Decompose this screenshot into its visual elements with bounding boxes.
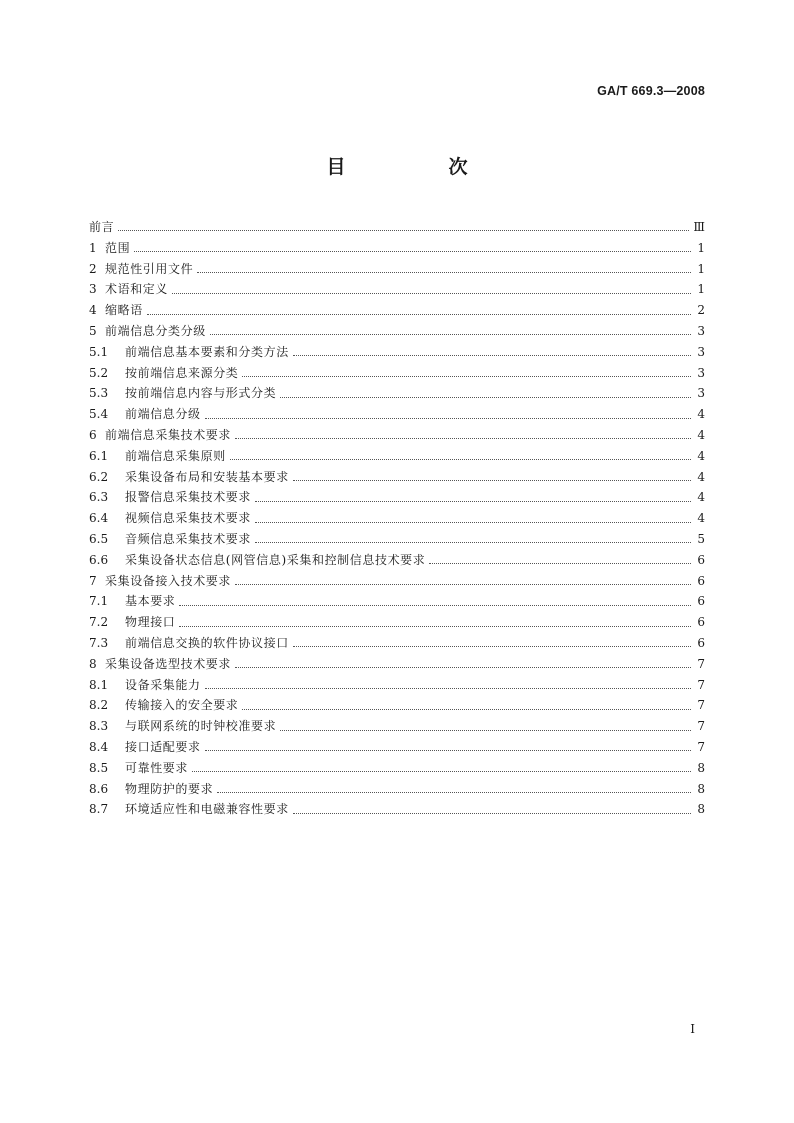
toc-leader-dots: [192, 770, 691, 772]
toc-entry-label: 缩略语: [105, 303, 143, 318]
toc-entry[interactable]: [89, 238, 705, 259]
toc-leader-dots: [280, 729, 691, 731]
toc-entry-page: 6: [697, 573, 705, 588]
toc-entry-number: 8: [89, 656, 97, 671]
toc-entry-label: 传输接入的安全要求: [125, 698, 239, 713]
toc-entry-number: 4: [89, 303, 97, 318]
toc-leader-dots: [235, 583, 691, 585]
toc-entry-page: 7: [697, 739, 705, 754]
toc-entry-page: 8: [697, 760, 705, 775]
toc-entry-number: 8.7: [89, 802, 109, 817]
toc-entry-number: 6.3: [89, 490, 109, 505]
page-number: I: [690, 1022, 695, 1036]
toc-entry[interactable]: [89, 591, 705, 612]
toc-entry[interactable]: [89, 321, 705, 342]
toc-entry[interactable]: [89, 300, 705, 321]
toc-entry-number: 3: [89, 282, 97, 297]
toc-leader-dots: [217, 791, 691, 793]
toc-entry[interactable]: [89, 675, 705, 696]
toc-entry-label: 前端信息分类分级: [105, 323, 206, 338]
toc-entry-page: 3: [697, 365, 705, 380]
toc-entry-label: 前端信息采集原则: [125, 448, 226, 463]
toc-leader-dots: [255, 521, 691, 523]
toc-entry[interactable]: [89, 695, 705, 716]
toc-entry[interactable]: [89, 633, 705, 654]
toc-entry-number: 8.1: [89, 677, 109, 692]
toc-entry[interactable]: [89, 383, 705, 404]
toc-entry-page: 6: [697, 594, 705, 609]
toc-entry[interactable]: [89, 799, 705, 820]
toc-entry[interactable]: [89, 612, 705, 633]
toc-entry-page: 4: [697, 407, 705, 422]
toc-entry-page: 1: [697, 240, 705, 255]
toc-entry-page: 4: [697, 427, 705, 442]
toc-entry-number: 5: [89, 323, 97, 338]
toc-entry-page: 8: [697, 802, 705, 817]
toc-entry-label: 视频信息采集技术要求: [125, 511, 252, 526]
toc-leader-dots: [293, 645, 691, 647]
toc-entry[interactable]: [89, 487, 705, 508]
toc-entry-number: 5.2: [89, 365, 109, 380]
toc-entry-label: 前端信息基本要素和分类方法: [125, 344, 289, 359]
toc-leader-dots: [179, 604, 691, 606]
toc-entry-number: 7.1: [89, 594, 109, 609]
toc-entry-page: 1: [697, 282, 705, 297]
toc-entry-label: 术语和定义: [105, 282, 169, 297]
toc-leader-dots: [205, 417, 691, 419]
toc-entry-page: 1: [697, 261, 705, 276]
toc-entry-number: 6.1: [89, 448, 109, 463]
toc-leader-dots: [235, 666, 691, 668]
toc-entry-number: 6.6: [89, 552, 109, 567]
standard-code: GA/T 669.3—2008: [597, 84, 705, 98]
toc-entry[interactable]: [89, 279, 705, 300]
toc-entry-label: 接口适配要求: [125, 739, 201, 754]
toc-entry-number: 5.1: [89, 344, 109, 359]
toc-leader-dots: [179, 625, 691, 627]
toc-entry-page: 7: [697, 719, 705, 734]
toc-leader-dots: [205, 687, 691, 689]
toc-entry-page: 8: [697, 781, 705, 796]
toc-entry-label: 前端信息交换的软件协议接口: [125, 635, 289, 650]
toc-entry-label: 环境适应性和电磁兼容性要求: [125, 802, 289, 817]
toc-entry-label: 范围: [105, 240, 131, 255]
toc-entry[interactable]: [89, 446, 705, 467]
toc-entry[interactable]: [89, 758, 705, 779]
toc-entry-label: 可靠性要求: [125, 760, 189, 775]
toc-entry-number: 8.2: [89, 698, 109, 713]
toc-leader-dots: [255, 500, 691, 502]
toc-entry-label: 物理接口: [125, 615, 176, 630]
toc-leader-dots: [118, 229, 689, 231]
toc-leader-dots: [293, 812, 691, 814]
toc-entry-number: 6: [89, 427, 97, 442]
toc-entry-page: 7: [697, 698, 705, 713]
toc-entry[interactable]: [89, 342, 705, 363]
toc-entry-page: 6: [697, 615, 705, 630]
toc-entry-number: 2: [89, 261, 97, 276]
toc-entry-label: 按前端信息内容与形式分类: [125, 386, 277, 401]
toc-entry-page: 3: [697, 386, 705, 401]
toc-entry-page: 4: [697, 490, 705, 505]
toc-leader-dots: [293, 354, 691, 356]
toc-leader-dots: [147, 313, 691, 315]
toc-entry-number: 5.4: [89, 407, 109, 422]
toc-leader-dots: [134, 250, 691, 252]
toc-leader-dots: [230, 458, 691, 460]
toc-entry-label: 前端信息采集技术要求: [105, 427, 232, 442]
toc-entry-label: 设备采集能力: [125, 677, 201, 692]
toc-entry[interactable]: [89, 217, 705, 238]
toc-entry-page: 6: [697, 552, 705, 567]
toc-entry[interactable]: [89, 404, 705, 425]
toc-leader-dots: [429, 562, 691, 564]
toc-entry[interactable]: [89, 737, 705, 758]
toc-leader-dots: [242, 375, 691, 377]
toc-entry-label: 前言: [89, 220, 115, 234]
toc-entry[interactable]: [89, 467, 705, 488]
toc-entry-page: 4: [697, 511, 705, 526]
toc-leader-dots: [255, 541, 691, 543]
toc-entry[interactable]: [89, 571, 705, 592]
toc-entry-number: 8.5: [89, 760, 109, 775]
toc-entry-number: 6.5: [89, 531, 109, 546]
toc-entry-page: 3: [697, 323, 705, 338]
toc-entry-page: 4: [697, 469, 705, 484]
toc-entry-page: Ⅲ: [693, 220, 705, 234]
toc-entry-label: 物理防护的要求: [125, 781, 214, 796]
toc-entry[interactable]: [89, 508, 705, 529]
toc-leader-dots: [293, 479, 691, 481]
toc-entry[interactable]: [89, 779, 705, 800]
toc-entry[interactable]: [89, 550, 705, 571]
toc-leader-dots: [172, 292, 691, 294]
toc-entry-page: 7: [697, 656, 705, 671]
toc-leader-dots: [197, 271, 691, 273]
toc-entry[interactable]: [89, 716, 705, 737]
toc-entry-number: 6.2: [89, 469, 109, 484]
toc-leader-dots: [210, 333, 691, 335]
toc-entry-number: 8.6: [89, 781, 109, 796]
toc-entry[interactable]: [89, 425, 705, 446]
toc-entry-label: 报警信息采集技术要求: [125, 490, 252, 505]
toc-entry-label: 音频信息采集技术要求: [125, 531, 252, 546]
toc-entry-label: 采集设备接入技术要求: [105, 573, 232, 588]
toc-entry-label: 按前端信息来源分类: [125, 365, 239, 380]
toc-entry-label: 采集设备选型技术要求: [105, 656, 232, 671]
toc-entry-number: 7.3: [89, 635, 109, 650]
toc-entry-page: 6: [697, 635, 705, 650]
toc-entry[interactable]: [89, 363, 705, 384]
toc-entry[interactable]: [89, 259, 705, 280]
toc-entry[interactable]: [89, 654, 705, 675]
toc-entry-number: 5.3: [89, 386, 109, 401]
toc-entry[interactable]: [89, 529, 705, 550]
toc-entry-page: 2: [697, 303, 705, 318]
toc-leader-dots: [235, 437, 691, 439]
toc-leader-dots: [205, 749, 691, 751]
toc-entry-label: 基本要求: [125, 594, 176, 609]
toc-entry-label: 前端信息分级: [125, 407, 201, 422]
toc-entry-number: 6.4: [89, 511, 109, 526]
toc-entry-label: 采集设备布局和安装基本要求: [125, 469, 289, 484]
table-of-contents: [89, 217, 705, 820]
toc-entry-page: 4: [697, 448, 705, 463]
toc-entry-page: 3: [697, 344, 705, 359]
toc-entry-page: 5: [697, 531, 705, 546]
toc-entry-number: 7.2: [89, 615, 109, 630]
toc-leader-dots: [280, 396, 691, 398]
toc-entry-number: 1: [89, 240, 97, 255]
toc-leader-dots: [242, 708, 691, 710]
toc-entry-label: 与联网系统的时钟校准要求: [125, 719, 277, 734]
toc-entry-label: 规范性引用文件: [105, 261, 194, 276]
toc-entry-page: 7: [697, 677, 705, 692]
toc-entry-number: 8.4: [89, 739, 109, 754]
page-title: 目 次: [326, 156, 510, 178]
toc-entry-label: 采集设备状态信息(网管信息)采集和控制信息技术要求: [125, 552, 426, 567]
toc-entry-number: 7: [89, 573, 97, 588]
toc-entry-number: 8.3: [89, 719, 109, 734]
